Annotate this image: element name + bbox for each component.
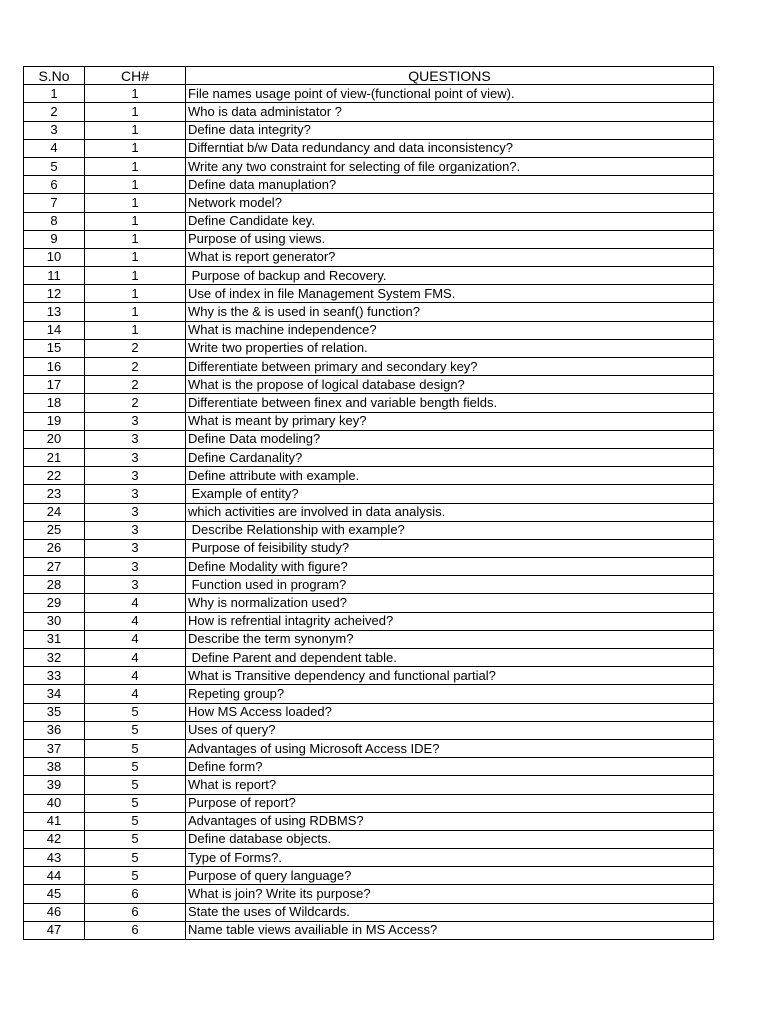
table-row: [24, 558, 714, 576]
table-row: [24, 267, 714, 285]
cell-question: Purpose of backup and Recovery.: [186, 267, 714, 285]
table-row: [24, 303, 714, 321]
table-row: [24, 485, 714, 503]
cell-question: Function used in program?: [186, 576, 714, 594]
cell-chapter: 5: [85, 776, 186, 794]
cell-sno: 14: [24, 321, 85, 339]
table-row: [24, 921, 714, 939]
cell-question: How MS Access loaded?: [186, 703, 714, 721]
table-row: [24, 812, 714, 830]
cell-chapter: 3: [85, 521, 186, 539]
cell-question: What is report?: [186, 776, 714, 794]
table-row: [24, 212, 714, 230]
cell-question: Name table views availiable in MS Access?: [186, 921, 714, 939]
cell-sno: 40: [24, 794, 85, 812]
table-row: [24, 776, 714, 794]
cell-sno: 6: [24, 176, 85, 194]
cell-chapter: 1: [85, 321, 186, 339]
table-row: [24, 739, 714, 757]
cell-question: Differentiate between finex and variable bength fields.: [186, 394, 714, 412]
table-row: [24, 139, 714, 157]
cell-sno: 13: [24, 303, 85, 321]
cell-chapter: 1: [85, 194, 186, 212]
cell-chapter: 1: [85, 230, 186, 248]
cell-sno: 12: [24, 285, 85, 303]
cell-chapter: 4: [85, 649, 186, 667]
cell-sno: 24: [24, 503, 85, 521]
cell-question: What is machine independence?: [186, 321, 714, 339]
table-row: [24, 667, 714, 685]
cell-question: Define Cardanality?: [186, 448, 714, 466]
cell-chapter: 3: [85, 412, 186, 430]
cell-sno: 32: [24, 649, 85, 667]
cell-sno: 28: [24, 576, 85, 594]
cell-chapter: 6: [85, 885, 186, 903]
cell-question: What is report generator?: [186, 248, 714, 266]
cell-sno: 46: [24, 903, 85, 921]
table-row: [24, 903, 714, 921]
table-row: [24, 448, 714, 466]
cell-sno: 16: [24, 358, 85, 376]
cell-chapter: 5: [85, 849, 186, 867]
cell-sno: 44: [24, 867, 85, 885]
cell-sno: 10: [24, 248, 85, 266]
cell-sno: 38: [24, 758, 85, 776]
table-row: [24, 649, 714, 667]
table-row: [24, 321, 714, 339]
cell-sno: 39: [24, 776, 85, 794]
header-sno: S.No: [24, 67, 85, 85]
cell-sno: 1: [24, 85, 85, 103]
table-row: [24, 521, 714, 539]
table-row: [24, 830, 714, 848]
cell-chapter: 4: [85, 630, 186, 648]
header-chapter: CH#: [85, 67, 186, 85]
table-row: [24, 230, 714, 248]
table-row: [24, 758, 714, 776]
cell-chapter: 5: [85, 758, 186, 776]
table-row: [24, 339, 714, 357]
cell-question: Purpose of report?: [186, 794, 714, 812]
cell-chapter: 1: [85, 157, 186, 175]
cell-question: File names usage point of view-(functional point of view).: [186, 85, 714, 103]
cell-sno: 25: [24, 521, 85, 539]
cell-question: Differentiate between primary and secondary key?: [186, 358, 714, 376]
cell-chapter: 1: [85, 85, 186, 103]
cell-question: Define form?: [186, 758, 714, 776]
cell-sno: 8: [24, 212, 85, 230]
cell-chapter: 2: [85, 394, 186, 412]
table-row: [24, 121, 714, 139]
cell-chapter: 3: [85, 430, 186, 448]
cell-sno: 5: [24, 157, 85, 175]
cell-sno: 18: [24, 394, 85, 412]
cell-question: Describe the term synonym?: [186, 630, 714, 648]
cell-question: Describe Relationship with example?: [186, 521, 714, 539]
table-row: [24, 612, 714, 630]
cell-sno: 45: [24, 885, 85, 903]
cell-question: What is meant by primary key?: [186, 412, 714, 430]
cell-chapter: 4: [85, 667, 186, 685]
cell-question: Use of index in file Management System FMS.: [186, 285, 714, 303]
cell-question: Purpose of using views.: [186, 230, 714, 248]
table-body: [24, 85, 714, 940]
cell-chapter: 3: [85, 503, 186, 521]
table-row: [24, 376, 714, 394]
cell-sno: 31: [24, 630, 85, 648]
table-row: [24, 394, 714, 412]
header-questions: QUESTIONS: [186, 67, 714, 85]
questions-table: [23, 66, 714, 940]
cell-question: Define Parent and dependent table.: [186, 649, 714, 667]
cell-chapter: 1: [85, 248, 186, 266]
cell-sno: 20: [24, 430, 85, 448]
cell-sno: 19: [24, 412, 85, 430]
cell-chapter: 6: [85, 921, 186, 939]
cell-question: Define database objects.: [186, 830, 714, 848]
cell-chapter: 5: [85, 830, 186, 848]
table-row: [24, 849, 714, 867]
cell-chapter: 1: [85, 103, 186, 121]
cell-question: Define data integrity?: [186, 121, 714, 139]
cell-chapter: 5: [85, 794, 186, 812]
cell-sno: 22: [24, 467, 85, 485]
table-row: [24, 630, 714, 648]
cell-question: Type of Forms?.: [186, 849, 714, 867]
cell-chapter: 5: [85, 867, 186, 885]
table-row: [24, 248, 714, 266]
table-row: [24, 103, 714, 121]
cell-question: Write any two constraint for selecting of file organization?.: [186, 157, 714, 175]
cell-sno: 3: [24, 121, 85, 139]
table-row: [24, 467, 714, 485]
cell-sno: 30: [24, 612, 85, 630]
questions-sheet: [23, 66, 713, 940]
cell-chapter: 1: [85, 267, 186, 285]
cell-sno: 4: [24, 139, 85, 157]
table-row: [24, 685, 714, 703]
cell-chapter: 4: [85, 594, 186, 612]
table-row: [24, 794, 714, 812]
cell-chapter: 1: [85, 285, 186, 303]
cell-question: What is join? Write its purpose?: [186, 885, 714, 903]
cell-question: Define data manuplation?: [186, 176, 714, 194]
cell-question: Define attribute with example.: [186, 467, 714, 485]
table-row: [24, 157, 714, 175]
cell-chapter: 4: [85, 685, 186, 703]
cell-chapter: 1: [85, 212, 186, 230]
cell-question: which activities are involved in data analysis.: [186, 503, 714, 521]
cell-question: Define Modality with figure?: [186, 558, 714, 576]
cell-chapter: 3: [85, 467, 186, 485]
cell-sno: 23: [24, 485, 85, 503]
cell-sno: 21: [24, 448, 85, 466]
table-row: [24, 194, 714, 212]
cell-chapter: 4: [85, 612, 186, 630]
cell-question: Why is normalization used?: [186, 594, 714, 612]
cell-question: Advantages of using RDBMS?: [186, 812, 714, 830]
table-row: [24, 594, 714, 612]
cell-question: Why is the & is used in seanf() function?: [186, 303, 714, 321]
cell-chapter: 1: [85, 176, 186, 194]
cell-chapter: 1: [85, 303, 186, 321]
cell-sno: 47: [24, 921, 85, 939]
cell-question: Define Data modeling?: [186, 430, 714, 448]
cell-chapter: 1: [85, 139, 186, 157]
cell-sno: 33: [24, 667, 85, 685]
table-row: [24, 703, 714, 721]
cell-sno: 41: [24, 812, 85, 830]
cell-sno: 35: [24, 703, 85, 721]
cell-chapter: 2: [85, 339, 186, 357]
cell-chapter: 2: [85, 376, 186, 394]
cell-sno: 9: [24, 230, 85, 248]
cell-question: What is Transitive dependency and functional partial?: [186, 667, 714, 685]
cell-sno: 27: [24, 558, 85, 576]
cell-sno: 36: [24, 721, 85, 739]
cell-question: Advantages of using Microsoft Access IDE?: [186, 739, 714, 757]
table-row: [24, 176, 714, 194]
cell-sno: 2: [24, 103, 85, 121]
cell-question: Write two properties of relation.: [186, 339, 714, 357]
table-row: [24, 85, 714, 103]
cell-chapter: 3: [85, 485, 186, 503]
table-row: [24, 503, 714, 521]
cell-chapter: 2: [85, 358, 186, 376]
header-row: [24, 67, 714, 85]
cell-question: Differntiat b/w Data redundancy and data inconsistency?: [186, 139, 714, 157]
table-row: [24, 358, 714, 376]
cell-question: Uses of query?: [186, 721, 714, 739]
cell-question: Network model?: [186, 194, 714, 212]
cell-sno: 43: [24, 849, 85, 867]
table-row: [24, 412, 714, 430]
cell-question: State the uses of Wildcards.: [186, 903, 714, 921]
cell-question: Repeting group?: [186, 685, 714, 703]
cell-sno: 29: [24, 594, 85, 612]
cell-sno: 15: [24, 339, 85, 357]
cell-chapter: 3: [85, 576, 186, 594]
cell-chapter: 5: [85, 739, 186, 757]
cell-chapter: 1: [85, 121, 186, 139]
cell-sno: 42: [24, 830, 85, 848]
cell-question: Define Candidate key.: [186, 212, 714, 230]
cell-sno: 26: [24, 539, 85, 557]
cell-chapter: 5: [85, 721, 186, 739]
cell-chapter: 3: [85, 539, 186, 557]
table-row: [24, 430, 714, 448]
cell-question: What is the propose of logical database design?: [186, 376, 714, 394]
cell-chapter: 5: [85, 812, 186, 830]
table-row: [24, 885, 714, 903]
table-row: [24, 576, 714, 594]
cell-chapter: 5: [85, 703, 186, 721]
cell-sno: 17: [24, 376, 85, 394]
cell-sno: 34: [24, 685, 85, 703]
cell-question: How is refrential intagrity acheived?: [186, 612, 714, 630]
cell-question: Purpose of feisibility study?: [186, 539, 714, 557]
table-row: [24, 539, 714, 557]
table-row: [24, 721, 714, 739]
table-row: [24, 867, 714, 885]
cell-sno: 37: [24, 739, 85, 757]
cell-chapter: 3: [85, 448, 186, 466]
cell-sno: 7: [24, 194, 85, 212]
cell-chapter: 6: [85, 903, 186, 921]
cell-question: Example of entity?: [186, 485, 714, 503]
cell-sno: 11: [24, 267, 85, 285]
cell-question: Purpose of query language?: [186, 867, 714, 885]
table-row: [24, 285, 714, 303]
cell-question: Who is data administator ?: [186, 103, 714, 121]
cell-chapter: 3: [85, 558, 186, 576]
